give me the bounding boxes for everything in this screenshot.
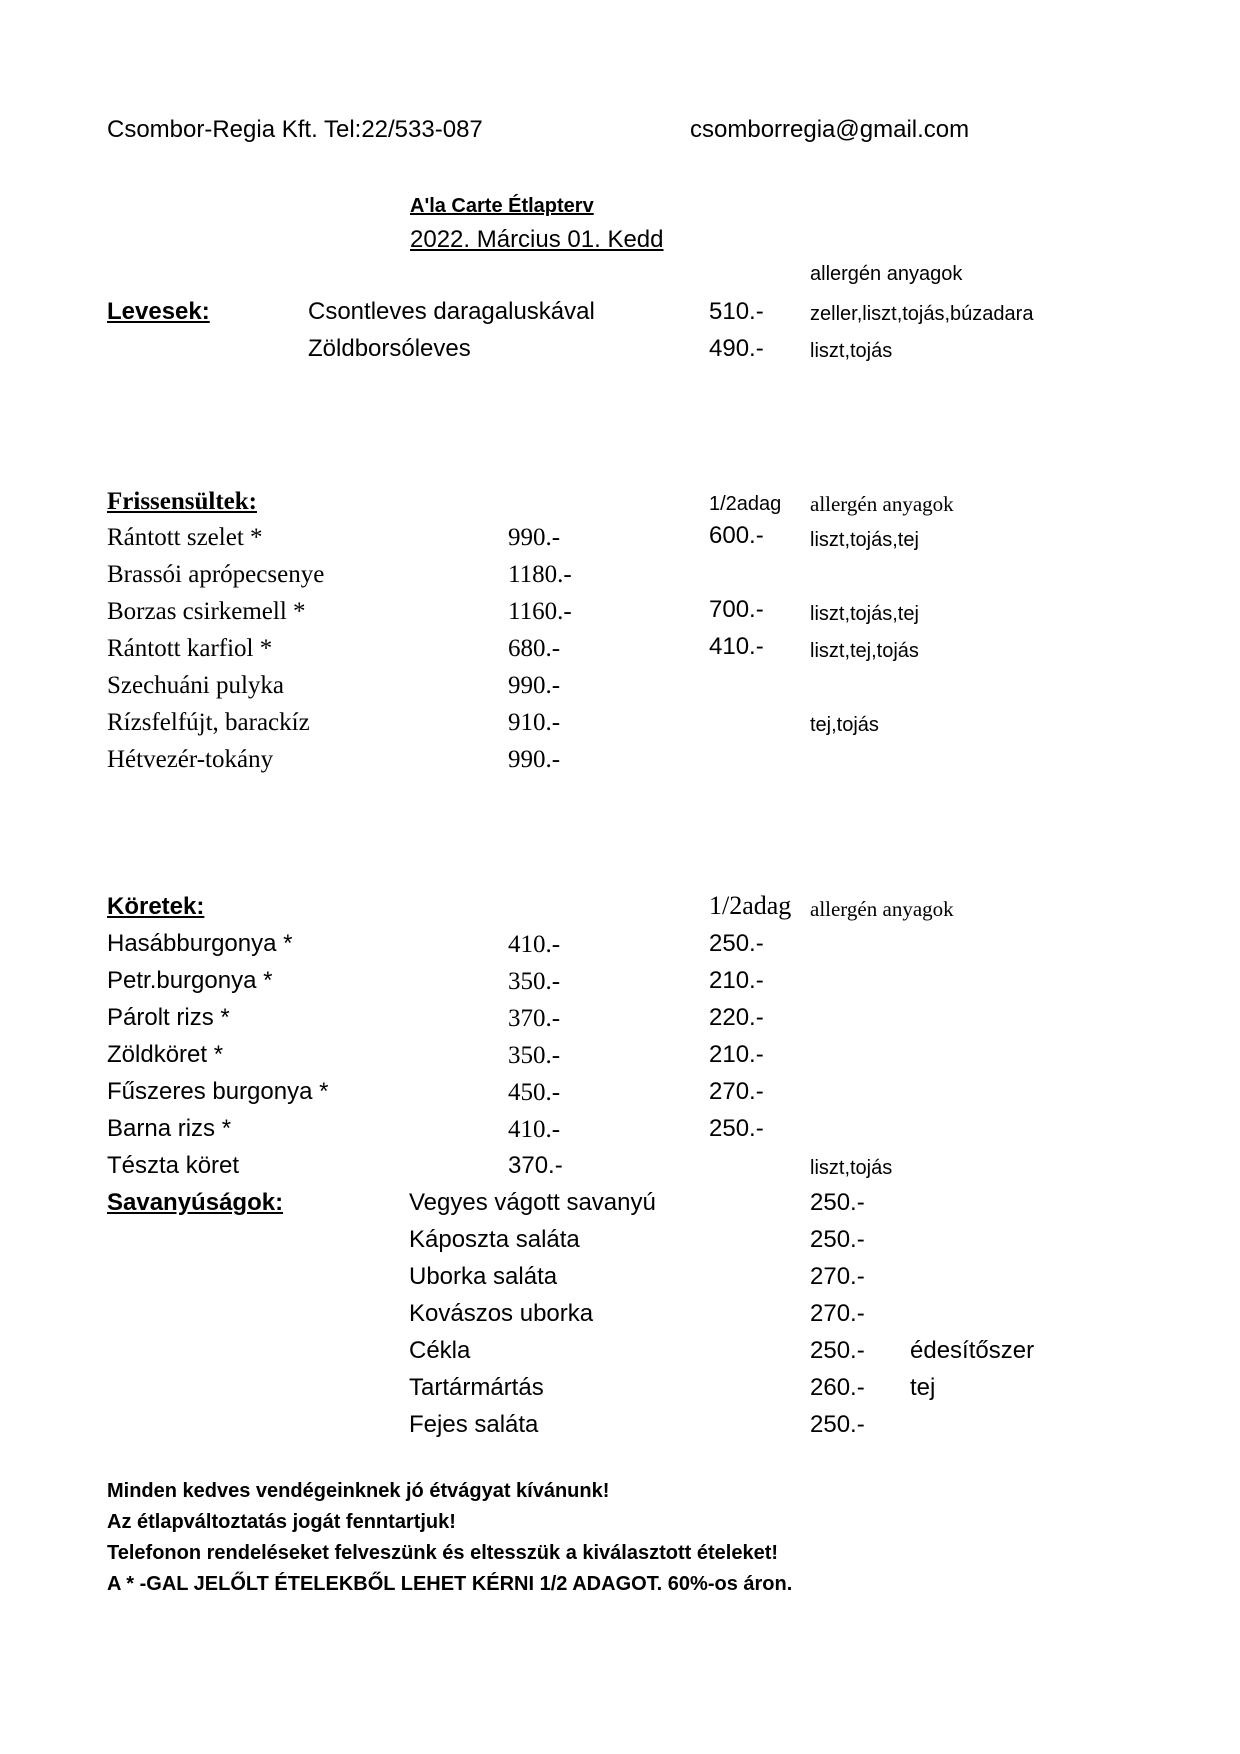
- dish-name: Hétvezér-tokány: [107, 746, 274, 773]
- side-price: 410.-: [508, 1116, 561, 1143]
- side-price: 350.-: [508, 968, 561, 995]
- soup-name: Csontleves daragaluskával: [308, 298, 595, 325]
- pickle-price: 270.-: [810, 1263, 865, 1290]
- dish-name: Rántott karfiol *: [107, 635, 273, 662]
- dish-name: Brassói aprópecsenye: [107, 561, 325, 588]
- dish-allergens: liszt,tojás,tej: [810, 603, 919, 625]
- side-half-price: 270.-: [709, 1078, 764, 1105]
- dish-price: 680.-: [508, 635, 561, 662]
- pickle-name: Uborka saláta: [409, 1263, 558, 1290]
- side-name: Fűszeres burgonya *: [107, 1078, 329, 1105]
- side-name: Zöldköret *: [107, 1041, 224, 1068]
- dish-price: 990.-: [508, 746, 561, 773]
- section-heading-soups: Levesek:: [107, 298, 210, 325]
- pickle-price: 250.-: [810, 1226, 865, 1253]
- pickle-name: Fejes saláta: [409, 1411, 539, 1438]
- soup-allergens: liszt,tojás: [810, 340, 893, 362]
- side-price: 370.-: [508, 1005, 561, 1032]
- pickle-allergens: édesítőszer: [910, 1337, 1035, 1364]
- side-name: Hasábburgonya *: [107, 930, 293, 957]
- dish-name: Rántott szelet *: [107, 524, 263, 551]
- section-heading-fried: Frissensültek:: [107, 488, 257, 515]
- pickle-name: Tartármártás: [409, 1374, 544, 1401]
- pickle-name: Kovászos uborka: [409, 1300, 594, 1327]
- allergen-column-header: allergén anyagok: [810, 897, 954, 921]
- pickle-name: Cékla: [409, 1337, 471, 1364]
- dish-name: Borzas csirkemell *: [107, 598, 306, 625]
- side-price: 450.-: [508, 1079, 561, 1106]
- pickle-price: 250.-: [810, 1337, 865, 1364]
- soup-price: 510.-: [709, 298, 764, 325]
- allergen-column-header: allergén anyagok: [810, 263, 963, 285]
- dish-half-price: 700.-: [709, 596, 764, 623]
- side-half-price: 250.-: [709, 1115, 764, 1142]
- menu-date: 2022. Március 01. Kedd: [410, 226, 664, 253]
- pickle-price: 270.-: [810, 1300, 865, 1327]
- pickle-price: 250.-: [810, 1189, 865, 1216]
- side-name: Petr.burgonya *: [107, 967, 273, 994]
- side-allergens: liszt,tojás: [810, 1157, 893, 1179]
- dish-price: 1160.-: [508, 598, 572, 625]
- section-heading-pickles: Savanyúságok:: [107, 1189, 284, 1216]
- side-half-price: 210.-: [709, 967, 764, 994]
- soup-allergens: zeller,liszt,tojás,búzadara: [810, 303, 1034, 325]
- side-half-price: 250.-: [709, 930, 764, 957]
- side-half-price: 220.-: [709, 1004, 764, 1031]
- side-name: Tészta köret: [107, 1152, 240, 1179]
- dish-allergens: tej,tojás: [810, 714, 879, 736]
- side-price: 350.-: [508, 1042, 561, 1069]
- dish-allergens: liszt,tojás,tej: [810, 529, 919, 551]
- dish-half-price: 410.-: [709, 633, 764, 660]
- allergen-column-header: allergén anyagok: [810, 492, 954, 516]
- dish-price: 910.-: [508, 709, 561, 736]
- dish-price: 990.-: [508, 672, 561, 699]
- pickle-price: 260.-: [810, 1374, 865, 1401]
- dish-name: Szechuáni pulyka: [107, 672, 285, 699]
- side-price: 410.-: [508, 931, 561, 958]
- pickle-allergens: tej: [910, 1374, 936, 1401]
- dish-price: 990.-: [508, 524, 561, 551]
- half-portion-header: 1/2adag: [709, 891, 792, 920]
- company-info: Csombor-Regia Kft. Tel:22/533-087: [107, 116, 483, 143]
- soup-name: Zöldborsóleves: [308, 335, 471, 362]
- email-address: csomborregia@gmail.com: [690, 116, 970, 143]
- pickle-name: Káposzta saláta: [409, 1226, 580, 1253]
- pickle-name: Vegyes vágott savanyú: [409, 1189, 656, 1216]
- dish-name: Rízsfelfújt, barackíz: [107, 709, 310, 736]
- footer-note: Telefonon rendeléseket felveszünk és eltesszük a kiválasztott ételeket!: [107, 1542, 779, 1564]
- dish-price: 1180.-: [508, 561, 572, 588]
- footer-note: Az étlapváltoztatás jogát fenntartjuk!: [107, 1511, 456, 1533]
- menu-title: A'la Carte Étlapterv: [410, 195, 594, 217]
- footer-note: Minden kedves vendégeinknek jó étvágyat kívánunk!: [107, 1480, 610, 1502]
- side-name: Párolt rizs *: [107, 1004, 230, 1031]
- half-portion-header: 1/2adag: [709, 493, 782, 515]
- side-name: Barna rizs *: [107, 1115, 232, 1142]
- side-price: 370.-: [508, 1152, 563, 1179]
- section-heading-sides: Köretek:: [107, 893, 205, 920]
- pickle-price: 250.-: [810, 1411, 865, 1438]
- dish-half-price: 600.-: [709, 522, 764, 549]
- soup-price: 490.-: [709, 335, 764, 362]
- footer-note: A * -GAL JELŐLT ÉTELEKBŐL LEHET KÉRNI 1/2 ADAGOT. 60%-os áron.: [107, 1573, 793, 1595]
- side-half-price: 210.-: [709, 1041, 764, 1068]
- dish-allergens: liszt,tej,tojás: [810, 640, 919, 662]
